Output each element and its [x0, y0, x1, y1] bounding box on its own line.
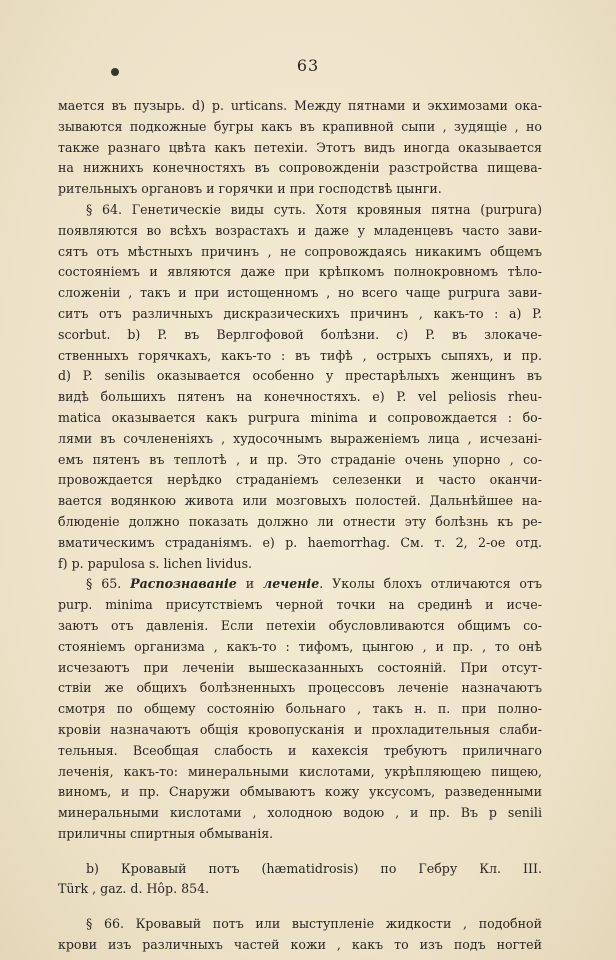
text-line: вается водянкою живота или мозговыхъ полостей. Дальнѣйшее на- — [58, 493, 542, 509]
paragraph-gap — [58, 845, 542, 859]
text-line: § 66. Кровавый потъ или выступленіе жидкости , подобной — [86, 916, 542, 932]
text-line: кровіи назначаютъ общія кровопусканія и прохладительныя слаби- — [58, 721, 542, 737]
text-line: также разнаго цвѣта какъ петехіи. Этотъ видъ иногда оказывается — [58, 139, 542, 155]
text-line: ситъ отъ различныхъ дискразическихъ причинъ , какъ-то : а) P. — [58, 305, 542, 321]
text-line: f) p. papulosa s. lichen lividus. — [58, 555, 253, 571]
text-line: ственныхъ горячкахъ, какъ-то : въ тифѣ , острыхъ сыпяхъ, и пр. — [58, 347, 542, 363]
text-line: приличны спиртныя обмыванія. — [58, 825, 274, 841]
paragraph-gap — [58, 900, 542, 914]
text-line: блюденіе должно показать должно ли отнести эту болѣзнь къ ре- — [58, 513, 542, 529]
text-line: зываются подкожные бугры какъ въ крапивной сыпи , зудящіе , но — [58, 118, 542, 134]
text-line: purp. minima присутствіемъ черной точки на срединѣ и исче- — [58, 597, 542, 613]
text-line: сятъ отъ мѣстныхъ причинъ , не сопровождаясь никакимъ общемъ — [58, 243, 542, 259]
text-line: matica оказывается какъ purpura minima и сопровождается : бо- — [58, 409, 542, 425]
section-label: § 65. — [86, 576, 131, 592]
section-heading: Распознаваніе — [130, 576, 237, 592]
text-line — [58, 574, 542, 595]
text-line: сложеніи , такъ и при истощенномъ , но всего чаще purpura зави- — [58, 285, 542, 301]
text-line: леченія, какъ-то: минеральными кислотами, укрѣпляющею пищею, — [58, 763, 542, 779]
text-line: провождается нерѣдко страданіемъ селезенки и часто оканчи- — [58, 472, 542, 488]
text-line: состояніемъ и являются даже при крѣпкомъ полнокровномъ тѣло- — [58, 264, 542, 280]
text-line: мается въ пузырь. d) p. urticans. Между пятнами и экхимозами ока- — [58, 98, 542, 113]
body-text — [58, 96, 542, 956]
text-line: тельныя. Всеобщая слабость и кахексія требуютъ приличнаго — [58, 742, 542, 758]
text-line: виномъ, и пр. Снаружи обмываютъ кожу уксусомъ, разведенными — [58, 784, 542, 800]
page-number: 63 — [296, 56, 320, 75]
text-line: вматическимъ страданіямъ. e) p. haemorrhag. См. т. 2, 2-ое отд. — [58, 534, 542, 550]
text-line: d) P. senilis оказывается особенно у престарѣлыхъ женщинъ въ — [58, 368, 542, 384]
text-line: scorbut. b) P. въ Верлгофовой болѣзни. c) P. въ злокаче- — [58, 326, 542, 342]
text-line: лями въ сочлененіяхъ , худосочнымъ выраженіемъ лица , исчезані- — [58, 430, 542, 446]
text-line: на нижнихъ конечностяхъ въ сопровожденіи разстройства пищева- — [58, 160, 542, 176]
text-line: Türk , gaz. d. Hôp. 854. — [58, 881, 210, 897]
text-line: емъ пятенъ въ теплотѣ , и пр. Это страданіе очень упорно , со- — [58, 451, 542, 467]
text-line: крови изъ различныхъ частей кожи , какъ то изъ подъ ногтей — [58, 937, 542, 953]
text-line: заютъ отъ давленія. Если петехіи обусловливаются общимъ со- — [58, 617, 542, 633]
line-rest: . Уколы блохъ отличаются отъ — [319, 576, 542, 592]
text-line: ствіи же общихъ болѣзненныхъ процессовъ леченіе назначаютъ — [58, 680, 542, 696]
text-line: § 64. Генетическіе виды суть. Хотя кровяныя пятна (purpura) — [86, 201, 542, 217]
text-line: b) Кровавый потъ (hæmatidrosis) по Гебру Кл. III. — [86, 860, 542, 876]
text-line: смотря по общему состоянію больнаго , такъ н. п. при полно- — [58, 701, 542, 717]
text-line: минеральными кислотами , холодною водою , и пр. Въ p senili — [58, 805, 542, 821]
text-line: стояніемъ организма , какъ-то : тифомъ, цынгою , и пр. , то онѣ — [58, 638, 542, 654]
text-line: появляются во всѣхъ возрастахъ и даже у младенцевъ часто зави- — [58, 222, 542, 238]
text-line: рительныхъ органовъ и горячки и при господствѣ цынги. — [58, 181, 442, 197]
text-line: видѣ большихъ пятенъ на конечностяхъ. e) P. vel peliosis rheu- — [58, 389, 542, 405]
section-heading: леченіе — [263, 576, 320, 592]
heading-conjunction: и — [236, 576, 263, 592]
text-line: исчезаютъ при леченіи вышесказанныхъ состояній. При отсут- — [58, 659, 542, 675]
